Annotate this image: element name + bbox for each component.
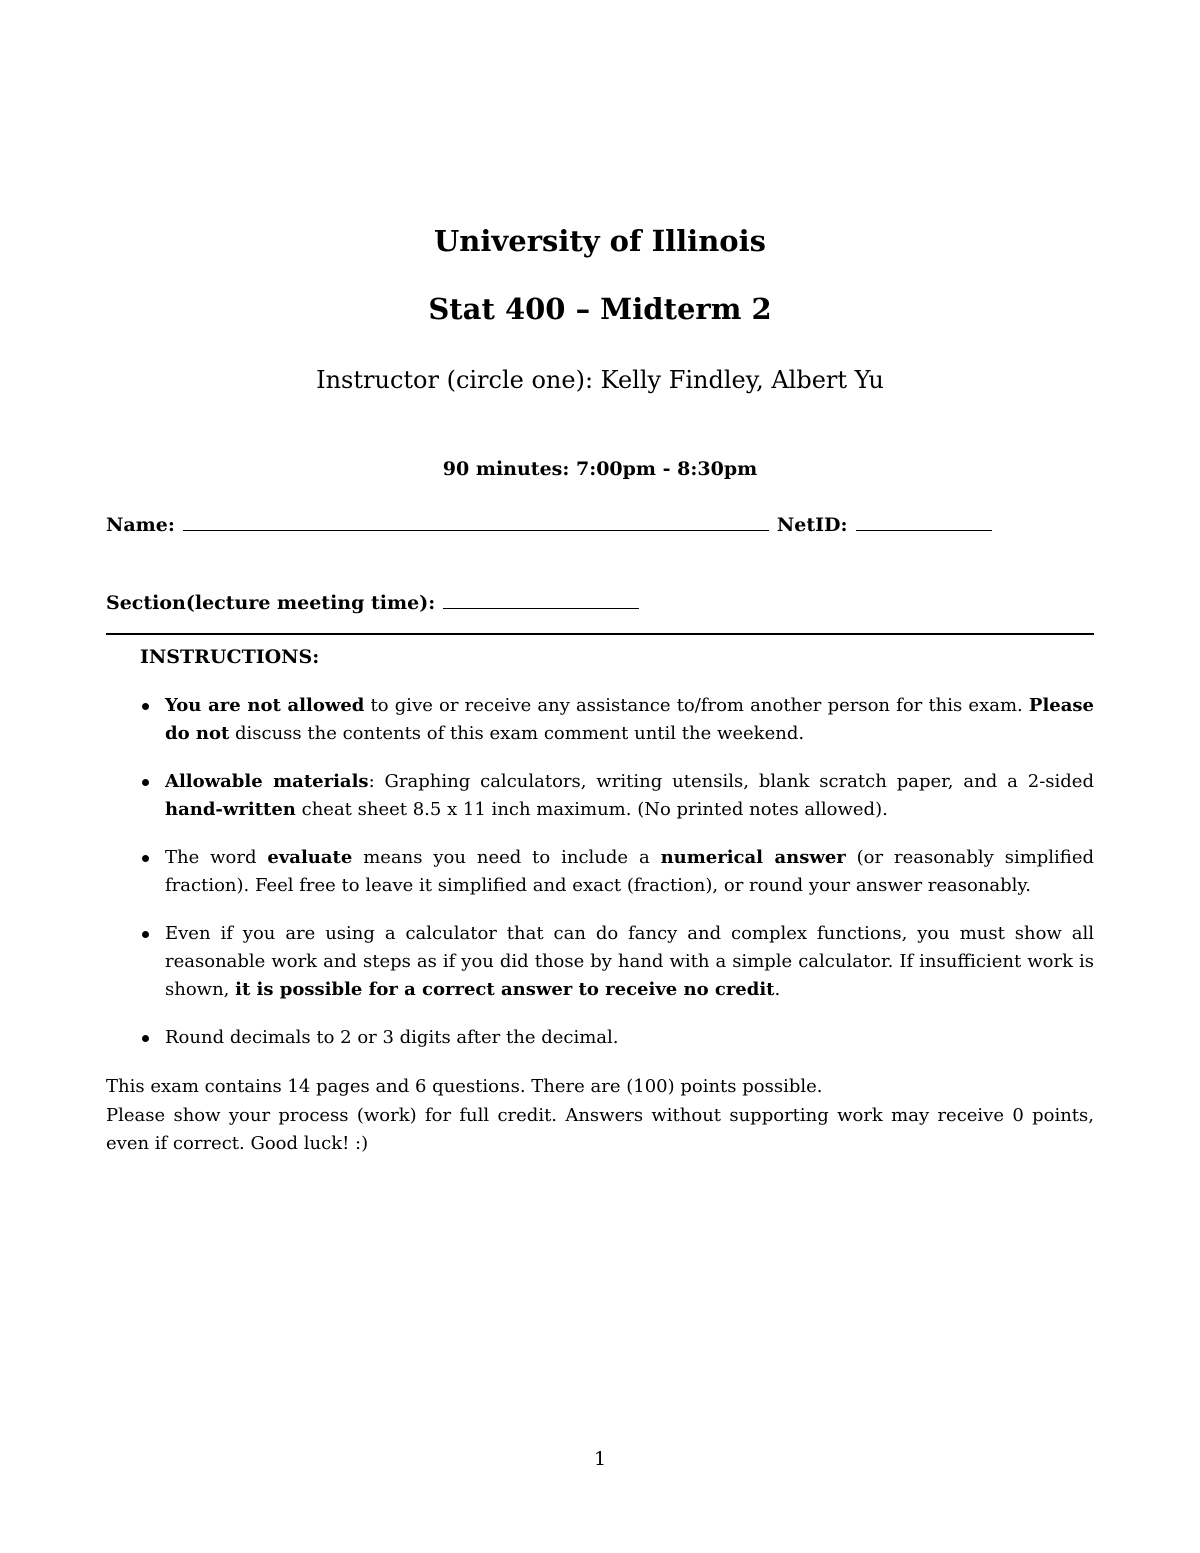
- instruction-emphasis: You are not allowed: [165, 695, 365, 716]
- name-label: Name:: [106, 514, 175, 536]
- exam-title: Stat 400 – Midterm 2: [428, 292, 772, 326]
- instructions-list: [140, 692, 1094, 1072]
- exam-duration: 90 minutes: 7:00pm - 8:30pm: [442, 458, 758, 480]
- instruction-text: Round decimals to 2 or 3 digits after the decimal.: [165, 1027, 619, 1048]
- bullet-icon: [142, 1035, 149, 1042]
- instruction-emphasis: Allowable materials: [165, 771, 369, 792]
- instruction-text: The word: [165, 847, 268, 868]
- bullet-icon: [142, 931, 149, 938]
- name-netid-row: [106, 512, 992, 536]
- exam-info-line-1: This exam contains 14 pages and 6 questions. There are (100) points possible.: [106, 1076, 823, 1097]
- instruction-text: : Graphing calculators, writing utensils, blank scratch paper, and a 2-sided: [368, 771, 1094, 792]
- instruction-item: [140, 768, 1094, 824]
- bullet-icon: [142, 779, 149, 786]
- exam-info-line-2: Please show your process (work) for full credit. Answers without supporting work may receive 0 points, even if correct. Good luck! :): [106, 1104, 1094, 1154]
- section-label: Section(lecture meeting time):: [106, 592, 436, 614]
- instruction-emphasis: hand-written: [165, 799, 296, 820]
- horizontal-rule: [106, 633, 1094, 635]
- instruction-text: to give or receive any assistance to/from another person for this exam.: [364, 695, 1029, 716]
- instructor-line: Instructor (circle one): Kelly Findley, Albert Yu: [316, 366, 884, 394]
- instruction-emphasis: numerical answer: [660, 847, 846, 868]
- page-number: 1: [593, 1448, 607, 1470]
- netid-field[interactable]: [856, 512, 992, 531]
- instruction-text: discuss the contents of this exam comment until the weekend.: [229, 723, 805, 744]
- exam-info: [106, 1073, 1094, 1159]
- netid-label: NetID:: [776, 514, 848, 536]
- instruction-item: [140, 692, 1094, 748]
- section-row: [106, 590, 639, 614]
- university-title: University of Illinois: [434, 224, 766, 258]
- instruction-emphasis: Please do not: [165, 695, 1094, 744]
- bullet-icon: [142, 855, 149, 862]
- section-field[interactable]: [443, 590, 639, 609]
- instruction-text: cheat sheet 8.5 x 11 inch maximum. (No printed notes allowed).: [295, 799, 888, 820]
- instruction-text: means you need to include a: [352, 847, 661, 868]
- instruction-emphasis: evaluate: [267, 847, 353, 868]
- instruction-item: [140, 844, 1094, 900]
- instruction-text: (or reasonably simplified fraction). Feel free to leave it simplified and exact (fraction), or round your answer reasonably.: [165, 847, 1094, 896]
- instructions-heading: INSTRUCTIONS:: [140, 646, 320, 668]
- instruction-emphasis: it is possible for a correct answer to receive no credit: [235, 979, 775, 1000]
- name-field[interactable]: [183, 512, 769, 531]
- bullet-icon: [142, 703, 149, 710]
- instruction-item: [140, 1024, 1094, 1052]
- instruction-text: Even if you are using a calculator that can do fancy and complex functions, you must show all reasonable work and steps as if you did those by hand with a simple calculator. If insufficient work is shown,: [165, 923, 1094, 1000]
- instruction-text: .: [774, 979, 781, 1000]
- instruction-item: [140, 920, 1094, 1004]
